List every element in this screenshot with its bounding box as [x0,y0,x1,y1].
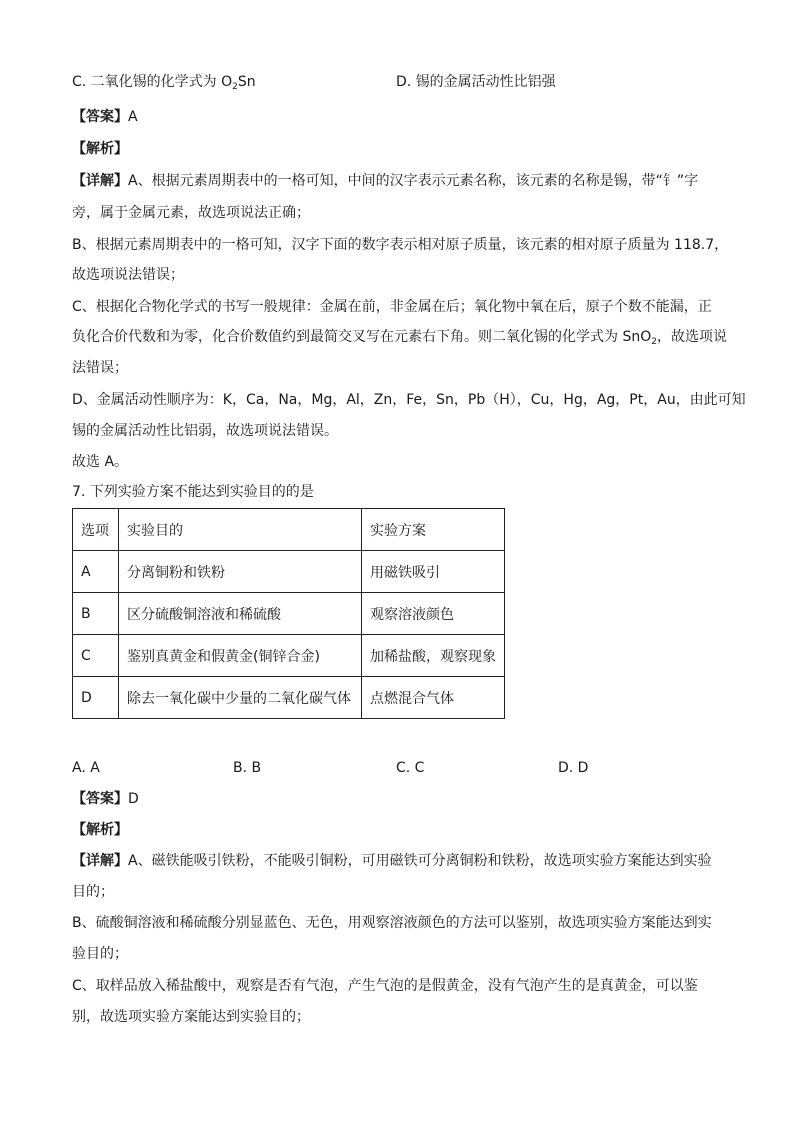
explanation-line: 旁，属于金属元素，故选项说法正确； [72,205,310,221]
explanation-line: 验目的； [72,946,128,962]
choice-c: C. C [396,760,425,776]
table-header-cell: 实验方案 [362,509,505,551]
answer-line: 【答案】A [72,109,138,125]
table-cell: D [73,677,119,719]
table-cell: 分离铜粉和铁粉 [119,551,362,593]
choice-a: A. A [72,760,100,776]
table-cell: C [73,635,119,677]
explanation-line: 【详解】A、根据元素周期表中的一格可知，中间的汉字表示元素名称，该元素的名称是锡，带“钅”字 [72,173,699,189]
explanation-line: C、取样品放入稀盐酸中，观察是否有气泡，产生气泡的是假黄金，没有气泡产生的是真黄金，可以鉴 [72,978,698,994]
table-header-cell: 选项 [73,509,119,551]
question-stem: 7. 下列实验方案不能达到实验目的的是 [72,484,314,500]
explanation-line: 负化合价代数和为零，化合价数值约到最简交叉写在元素右下角。则二氧化锡的化学式为 SnO$_2$，故选项说 [72,329,727,347]
explanation-line: D、金属活动性顺序为：K，Ca，Na，Mg，Al，Zn，Fe，Sn，Pb（H），Cu，Hg，Ag，Pt，Au，由此可知 [72,392,746,408]
choice-b: B. B [233,760,262,776]
conclusion-line: 故选 A。 [72,454,129,470]
explanation-line: B、根据元素周期表中的一格可知，汉字下面的数字表示相对原子质量，该元素的相对原子质量为 118.7， [72,237,729,253]
explanation-line: C、根据化合物化学式的书写一般规律：金属在前，非金属在后；氧化物中氧在后，原子个数不能漏，正 [72,299,712,315]
table-row [73,677,505,719]
table-header-cell: 实验目的 [119,509,362,551]
table-cell: 加稀盐酸，观察现象 [362,635,505,677]
table-cell: 用磁铁吸引 [362,551,505,593]
explanation-line: 目的； [72,884,114,900]
explanation-line: 别，故选项实验方案能达到实验目的； [72,1009,310,1025]
table-cell: 区分硫酸铜溶液和稀硫酸 [119,593,362,635]
table-row [73,551,505,593]
explanation-line: 【详解】A、磁铁能吸引铁粉，不能吸引铜粉，可用磁铁可分离铜粉和铁粉，故选项实验方案能达到实验 [72,853,712,869]
table-row [73,593,505,635]
option-d: D. 锡的金属活动性比铝强 [396,74,556,90]
experiment-table [72,508,505,719]
explanation-line: 锡的金属活动性比铝弱，故选项说法错误。 [72,423,338,439]
table-cell: A [73,551,119,593]
table-header-row [73,509,505,551]
answer-line: 【答案】D [72,791,139,807]
table-cell: 观察溶液颜色 [362,593,505,635]
explanation-line: B、硫酸铜溶液和稀硫酸分别显蓝色、无色，用观察溶液颜色的方法可以鉴别，故选项实验方案能达到实 [72,915,712,931]
table-cell: 除去一氧化碳中少量的二氧化碳气体 [119,677,362,719]
table-cell: 点燃混合气体 [362,677,505,719]
explanation-line: 法错误； [72,360,128,376]
choice-d: D. D [558,760,589,776]
explanation-line: 故选项说法错误； [72,267,184,283]
analysis-heading: 【解析】 [72,822,128,838]
table-cell: B [73,593,119,635]
table-row [73,635,505,677]
table-cell: 鉴别真黄金和假黄金(铜锌合金) [119,635,362,677]
analysis-heading: 【解析】 [72,141,128,157]
option-c: C. 二氧化锡的化学式为 $O_2Sn$ [72,74,256,92]
